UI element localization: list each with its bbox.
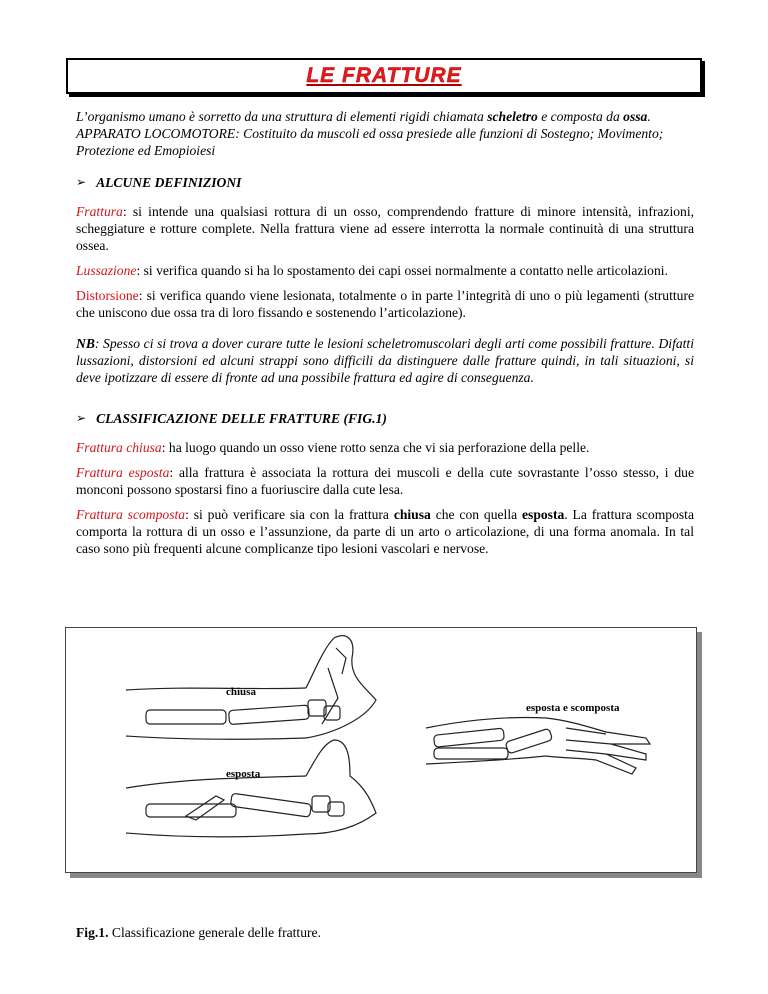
- definition-text: alla frattura è associata la rottura dei muscoli e della cute sovrastante l’osso stesso, i due monconi possono spostarsi fino a fuoriuscire dalla cute lesa.: [76, 465, 694, 497]
- caption-label: Fig.1.: [76, 925, 109, 940]
- arrow-bullet-icon: ➢: [76, 175, 87, 189]
- page-title: LE FRATTURE: [306, 64, 462, 87]
- label-chiusa: chiusa: [226, 686, 256, 698]
- term-sep: :: [138, 288, 143, 303]
- term-label: Frattura: [76, 204, 123, 219]
- caption-text: Classificazione generale delle fratture.: [108, 925, 321, 940]
- nb-note: [76, 335, 694, 386]
- definition-frattura-scomposta: [76, 506, 694, 557]
- term-sep: :: [136, 263, 141, 278]
- bold-chiusa: chiusa: [393, 507, 431, 522]
- term-label: Frattura scomposta: [76, 507, 186, 522]
- label-esposta: esposta: [226, 768, 261, 780]
- definition-frattura-chiusa: [76, 439, 694, 456]
- definition-frattura: [76, 203, 694, 254]
- definition-lussazione: [76, 262, 694, 279]
- definition-text: ha luogo quando un osso viene rotto senza che vi sia perforazione della pelle.: [165, 440, 590, 455]
- definition-text: si verifica quando viene lesionata, totalmente o in parte l’integrità di uno o più legamenti (strutture che uniscono due ossa tra di loro fissando e sostenendo l’articolazione).: [76, 288, 694, 320]
- definition-distorsione: [76, 287, 694, 321]
- intro-text: .: [647, 109, 651, 124]
- definition-text: . La frattura scomposta comporta la rottura di un osso e l’assunzione, da parte di un arto o articolazione, di una forma anomala. In tal caso sono più frequenti alcune complicanze tipo lesioni vascolari e nervose.: [76, 507, 694, 556]
- label-esposta-scomposta: esposta e scomposta: [526, 702, 620, 714]
- definition-text: che con quella: [430, 507, 522, 522]
- arrow-bullet-icon: ➢: [76, 411, 87, 425]
- term-sep: :: [185, 507, 189, 522]
- definition-text: si verifica quando si ha lo spostamento dei capi ossei normalmente a contatto nelle articolazioni.: [140, 263, 668, 278]
- figure-frame: [65, 627, 697, 873]
- term-label: Distorsione: [76, 288, 139, 303]
- arm-displaced-fracture: [426, 717, 650, 774]
- nb-text: : Spesso ci si trova a dover curare tutte le lesioni scheletromuscolari degli arti come possibili fratture. Difatti lussazioni, distorsioni ed alcuni strappi sono difficili da distinguere dalle fratture quindi, in tali situazioni, si deve ipotizzare di essere di fronte ad una possibile frattura ed agire di conseguenza.: [76, 336, 694, 385]
- bold-esposta: esposta: [522, 507, 565, 522]
- intro-paragraph: [76, 108, 694, 159]
- term-label: Lussazione: [76, 263, 137, 278]
- section-heading-classificazione: [76, 410, 694, 427]
- definition-text: si può verificare sia con la frattura: [188, 507, 394, 522]
- section-heading-text: CLASSIFICAZIONE DELLE FRATTURE (FIG.1): [96, 411, 387, 426]
- intro-apparato: APPARATO LOCOMOTORE: Costituito da muscoli ed ossa presiede alle funzioni di Sostegno; Movimento; Protezione ed Emopioiesi: [76, 126, 664, 158]
- section-heading-definizioni: [76, 174, 694, 191]
- term-label: Frattura chiusa: [76, 440, 162, 455]
- fracture-illustration: [66, 628, 696, 872]
- intro-bold-scheletro: scheletro: [487, 109, 538, 124]
- definition-text: si intende una qualsiasi rottura di un osso, comprendendo fratture di minore intensità, infrazioni, scheggiature e rotture complete. Nella frattura viene ad essere interrotta la normale continuità di una struttura ossea.: [76, 204, 694, 253]
- figure-caption: [76, 925, 321, 941]
- section-heading-text: ALCUNE DEFINIZIONI: [96, 175, 242, 190]
- intro-bold-ossa: ossa: [623, 109, 648, 124]
- term-label: Frattura esposta: [76, 465, 170, 480]
- definition-frattura-esposta: [76, 464, 694, 498]
- content: [76, 108, 694, 565]
- term-sep: :: [169, 465, 174, 480]
- intro-text: e composta da: [537, 109, 624, 124]
- intro-text: L’organismo umano è sorretto da una struttura di elementi rigidi chiamata: [76, 109, 488, 124]
- title-box: [66, 58, 702, 94]
- nb-label: NB: [76, 336, 95, 351]
- leg-open-fracture: [126, 740, 376, 837]
- term-sep: :: [122, 204, 127, 219]
- term-sep: :: [161, 440, 166, 455]
